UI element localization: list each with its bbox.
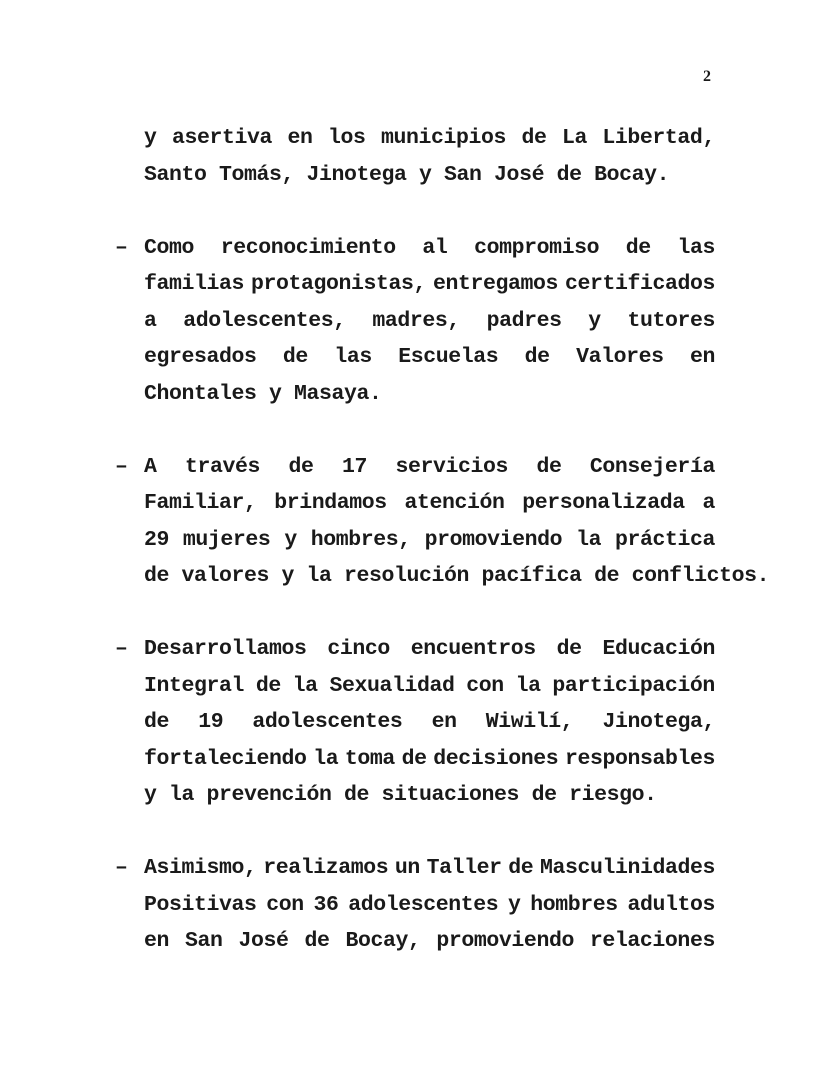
text-line: Positivas con 36 adolescentes y hombres adultos (144, 892, 715, 917)
text-line: Como reconocimiento al compromiso de las (144, 235, 715, 260)
dash-bullet: – (115, 856, 128, 880)
text-line: de valores y la resolución pacífica de conflictos. (144, 564, 770, 588)
text-line: Chontales y Masaya. (144, 381, 382, 406)
bullet-item (115, 230, 715, 413)
text-line: familias protagonistas, entregamos certificados (144, 272, 715, 296)
text-line: egresados de las Escuelas de Valores en (144, 345, 715, 369)
bullet-item (115, 449, 770, 595)
dash-bullet: – (115, 454, 128, 479)
paragraph-continuation (115, 120, 715, 193)
text-line: de 19 adolescentes en Wiwilí, Jinotega, (144, 710, 715, 734)
text-line: y la prevención de situaciones de riesgo. (144, 783, 657, 807)
text-line: en San José de Bocay, promoviendo relaciones (144, 929, 715, 953)
document-body (115, 120, 770, 996)
text-line: 29 mujeres y hombres, promoviendo la práctica (144, 527, 715, 552)
dash-bullet: – (115, 637, 128, 661)
bullet-item (115, 631, 715, 814)
page-number: 2 (703, 68, 711, 85)
text-line: a adolescentes, madres, padres y tutores (144, 308, 715, 333)
text-line: A través de 17 servicios de Consejería (144, 454, 715, 479)
dash-bullet: – (115, 235, 128, 260)
text-line: Integral de la Sexualidad con la participación (144, 673, 715, 698)
bullet-item (115, 850, 715, 960)
text-line: Desarrollamos cinco encuentros de Educación (144, 637, 715, 661)
text-line: y asertiva en los municipios de La Libertad, (144, 126, 715, 150)
text-line: Asimismo, realizamos un Taller de Masculinidades (144, 856, 715, 880)
text-line: Familiar, brindamos atención personalizada a (144, 491, 715, 515)
text-line: Santo Tomás, Jinotega y San José de Bocay. (144, 162, 670, 187)
text-line: fortaleciendo la toma de decisiones responsables (144, 746, 715, 771)
